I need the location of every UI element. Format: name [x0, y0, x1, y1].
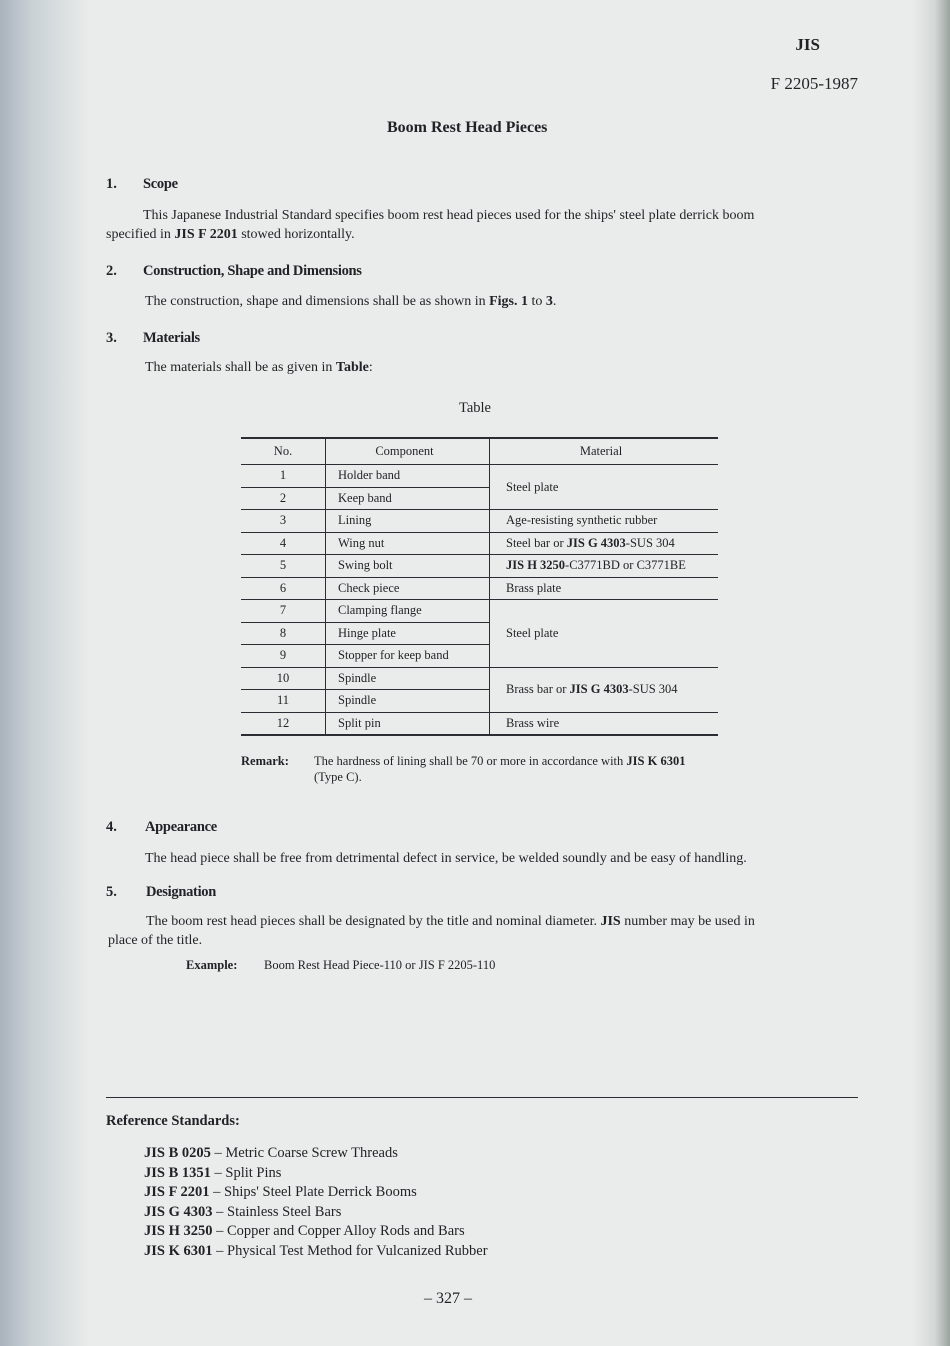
- table-ref: Table: [335, 360, 369, 375]
- reference-item: JIS K 6301 – Physical Test Method for Vulcanized Rubber: [144, 1242, 488, 1259]
- table-row: 7 Clamping flange Steel plate: [241, 600, 718, 623]
- material-brass-plate: Brass plate: [490, 577, 719, 600]
- table-row: 1 Holder band Steel plate: [241, 465, 718, 488]
- designation-text-line2: place of the title.: [108, 933, 203, 948]
- designation-text-line1: The boom rest head pieces shall be designated by the title and nominal diameter. JIS number may be used in: [146, 914, 755, 929]
- section-5-title: Designation: [146, 884, 217, 900]
- figs-ref: Figs. 1: [489, 294, 528, 309]
- table-row: 6 Check piece Brass plate: [241, 577, 718, 600]
- reference-item: JIS B 0205 – Metric Coarse Screw Threads: [144, 1145, 398, 1161]
- header-org: JIS: [795, 35, 820, 54]
- reference-item: JIS H 3250 – Copper and Copper Alloy Rods and Bars: [144, 1223, 465, 1239]
- table-row: 3 Lining Age-resisting synthetic rubber: [241, 510, 718, 533]
- scope-text-line1: This Japanese Industrial Standard specifies boom rest head pieces used for the ships' steel plate derrick boom: [143, 208, 755, 223]
- table-row: 12 Split pin Brass wire: [241, 712, 718, 735]
- table-row: 10 Spindle Brass bar or JIS G 4303-SUS 304: [241, 667, 718, 690]
- material-copper-alloy: JIS H 3250-C3771BD or C3771BE: [490, 555, 719, 578]
- table-row: 5 Swing bolt JIS H 3250-C3771BD or C3771BE: [241, 555, 718, 578]
- table-row: 11 Spindle: [241, 690, 718, 713]
- reference-item: JIS G 4303 – Stainless Steel Bars: [144, 1203, 342, 1220]
- section-2-number: 2.: [106, 263, 117, 279]
- divider-rule: [106, 1097, 858, 1098]
- construction-text: The construction, shape and dimensions shall be as shown in Figs. 1 to 3.: [145, 294, 557, 309]
- appearance-text: The head piece shall be free from detrimental defect in service, be welded soundly and be easy of handling.: [145, 851, 747, 866]
- section-1-title: Scope: [143, 176, 178, 192]
- header-code: F 2205-1987: [770, 74, 858, 93]
- section-3-title: Materials: [143, 330, 200, 346]
- references-title: Reference Standards:: [106, 1113, 240, 1129]
- page-binding-shadow: [0, 0, 90, 1346]
- header-material: Material: [490, 438, 719, 465]
- table-row: 2 Keep band: [241, 487, 718, 510]
- section-4-number: 4.: [106, 819, 117, 835]
- section-2-title: Construction, Shape and Dimensions: [143, 263, 362, 279]
- table-row: 8 Hinge plate: [241, 622, 718, 645]
- reference-item: JIS F 2201 – Ships' Steel Plate Derrick Booms: [144, 1184, 417, 1200]
- section-1-number: 1.: [106, 176, 117, 192]
- section-3-number: 3.: [106, 330, 117, 346]
- example-text: Boom Rest Head Piece-110 or JIS F 2205-110: [264, 958, 496, 972]
- material-steel-plate-2: Steel plate: [490, 600, 719, 668]
- table-caption: Table: [459, 400, 491, 416]
- table-row: 4 Wing nut Steel bar or JIS G 4303-SUS 304: [241, 532, 718, 555]
- section-5-number: 5.: [106, 884, 117, 900]
- scope-text-line2: specified in JIS F 2201 stowed horizontally.: [106, 227, 355, 242]
- page-edge-shadow: [912, 0, 950, 1346]
- header-no: No.: [241, 438, 326, 465]
- reference-item: JIS B 1351 – Split Pins: [144, 1164, 282, 1181]
- remark-text: The hardness of lining shall be 70 or more in accordance with JIS K 6301 (Type C).: [314, 754, 686, 784]
- remark-label: Remark:: [241, 754, 289, 768]
- references-list: [144, 1144, 488, 1261]
- page-title: Boom Rest Head Pieces: [387, 119, 548, 136]
- header-component: Component: [326, 438, 490, 465]
- example-label: Example:: [186, 958, 238, 972]
- scope-ref-jis-f2201: JIS F 2201: [174, 227, 238, 242]
- section-4-title: Appearance: [145, 819, 217, 835]
- page-number: – 327 –: [424, 1290, 472, 1307]
- table-row: 9 Stopper for keep band: [241, 645, 718, 668]
- material-brass-wire: Brass wire: [490, 712, 719, 735]
- material-steel-plate: Steel plate: [490, 465, 719, 510]
- material-brass-bar: Brass bar or JIS G 4303-SUS 304: [490, 667, 719, 712]
- materials-table: [241, 437, 718, 736]
- material-rubber: Age-resisting synthetic rubber: [490, 510, 719, 533]
- materials-text: The materials shall be as given in Table:: [145, 360, 373, 375]
- table-header-row: [241, 438, 718, 465]
- material-steel-bar: Steel bar or JIS G 4303-SUS 304: [490, 532, 719, 555]
